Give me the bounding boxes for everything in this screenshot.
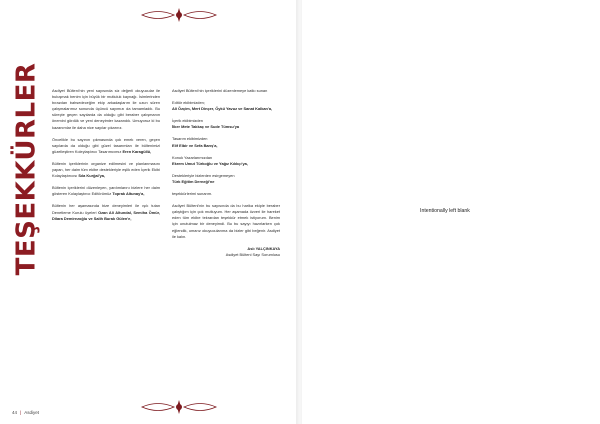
signature (172, 246, 280, 258)
editor-name: Toprak Altunay'a, (112, 191, 145, 197)
thanks-designer-paragraph: Öncelikle bu sayının çıkmasında çok emek veren, geçen sayılarda da olduğu gibi güzel tasarımları ile bültenimizi güzelleştiren Koleylaştırıcı Tasarımcımız Eren Karagüllü, (52, 136, 160, 154)
board-names: Ozan Ali Altundal, Semiha Ömür, Dilara Demirezoğlu ve Salih Burak Gülen'e, (52, 209, 160, 221)
thanks-editor-paragraph: Bültenin içeriklerini düzenleyen, yardımlarını bizlere her daim gösteren Kolaylaştırıcı Editörümüz Toprak Altunay'a, (52, 185, 160, 197)
thanks-closing: teşekkürlerimi sunarım. (172, 191, 213, 197)
thanks-content-paragraph: Bültenin içeriklerinin organize edilmesini ve planlanmasını yapan, her daim tüm ekibe destekleriyle eşlik eden İçerik Ekibi Kolaylaştırıcısı Sıla Kurğal'ya, (52, 160, 160, 179)
page-title-wrapper (10, 54, 42, 284)
content-team: İçerik ekibimizden İlker Mete Takkaç ve Sude Tümsu'ya (172, 118, 240, 130)
text-column-right (172, 88, 280, 258)
page-title: TEŞEKKÜRLER (11, 62, 41, 276)
editor-team: Editör ekibimizden; Ali Özçim, Mert Dinçer, Öykü Yavuz ve Sanat Kalkan'a, (172, 100, 273, 112)
intentionally-blank-note: Intentionally left blank (420, 208, 470, 214)
thanks-board-paragraph: Bültenin her aşamasında bize deneyimleri ile ışık tutan Denetleme Kurulu üyeleri Ozan Ali Altundal, Semiha Ömür, Dilara Demirezoğlu ve Salih Burak Gülen'e, (52, 203, 160, 221)
ornament-top-icon (138, 6, 220, 24)
signature-name: Aslı YALÇINKAYA (247, 245, 280, 251)
content-lead-name: Sıla Kurğal'ya, (78, 173, 106, 179)
intro-paragraph: Asdiyet Bülteni'nin yeni sayısında siz değerli okuyucular ile buluşmak benim için büyük bir mutluluk kaynağı. İsimlerinden bırazdan bahsedeceğim ekip arkadaşlarım ile uzun süren çalışmalarımız sonunda üçüncü sayımızı da tamamladık. Bu süreçte geçen sayılarda da olduğu gibi beraber çalışmanın önemini gördük ve yeni deneyimler kazandık. Umuyoruz ki bu kazanımlar ile daha nice sayılar çıkarırız. (52, 88, 160, 130)
page-footer: 44 | Asdiyet (12, 410, 39, 415)
guest-writers: Konuk Yazarlarımızdan Ekrem Umut Türkoğlu ve Yağız Kılıkçı'ya, (172, 154, 248, 166)
designer-name: Eren Karagüllü, (122, 148, 152, 154)
ornament-bottom-icon (138, 398, 220, 416)
design-team: Tasarım ekibimizden Elif Elbir ve Sefa Barış'a, (172, 136, 218, 148)
supporters: Destekleriyle bizlerden esirgemeyen Türk Eğitim Derneği'ne (172, 172, 235, 184)
closing-paragraph: Asdiyet Bülteni'nin bu sayısında da bu harika ekiple beraber çalıştığım için çok mutluyum. Her aşamada özveri ile hareket eden tüm ekibe tekrardan teşekkür etmek istiyorum. Benim için unutulmaz bir deneyimdi. Bu bu sayıyı hazırlarken çok eğlendik, umarız okuyucularıma da bizler gibi beğenir. Asdiyet ile kalın. (172, 203, 280, 239)
magazine-name: Asdiyet (24, 410, 39, 415)
contributors-intro: Asdiyet Bülteni'nin içeriklerini düzenlemeye katkı sunan (172, 88, 268, 93)
page-number: 44 (12, 410, 18, 415)
text-column-left (52, 88, 160, 228)
signature-role: Asdiyet Bülteni Sayı Sorumlusu (225, 251, 280, 257)
